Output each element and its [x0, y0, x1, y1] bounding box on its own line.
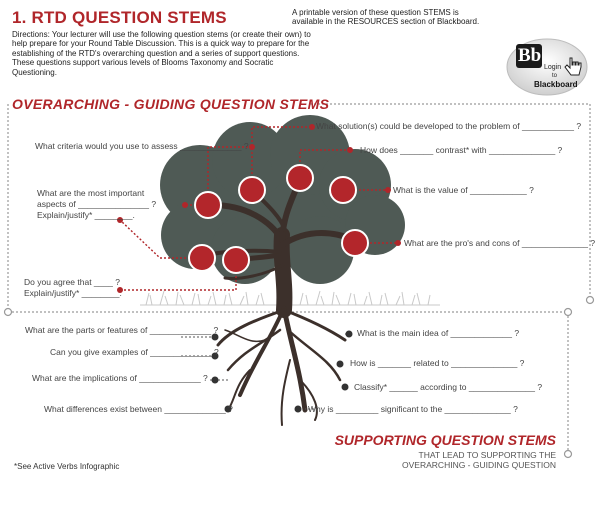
- supporting-sub-line-1: THAT LEAD TO SUPPORTING THE: [418, 450, 556, 460]
- login-label: Login: [544, 64, 562, 71]
- question-agree-line-1: Do you agree that ____ ?: [24, 277, 120, 287]
- question-important-aspects: [37, 188, 187, 221]
- question-implications: What are the implications of _____________ ?: [32, 373, 208, 383]
- to-label: to: [552, 73, 558, 79]
- blackboard-label: Blackboard: [534, 80, 578, 89]
- supporting-subheading: [402, 450, 556, 470]
- footnote: *See Active Verbs Infographic: [14, 462, 120, 471]
- question-classify: Classify* ______ according to ______________ ?: [354, 382, 543, 392]
- directions-paragraph-2: These questions support various levels of Blooms Taxonomy and Socratic Questioning.: [12, 58, 274, 77]
- question-pros-cons: What are the pro's and cons of ______________ ?: [404, 238, 596, 248]
- question-agree-line-2: Explain/justify* ________.: [24, 288, 122, 298]
- supporting-sub-line-2: OVERARCHING - GUIDING QUESTION: [402, 460, 556, 470]
- directions-paragraph: Directions: Your lecturer will use the following question stems (or create their own) to help prepare for your Round Table Discussion. This is a quick way to prepare for the establishing of the RTD's overarching question and a series of support questions.: [12, 30, 311, 58]
- page-title: 1. RTD QUESTION STEMS: [12, 8, 227, 27]
- question-how-is: How is _______ related to ______________ ?: [350, 358, 525, 368]
- question-important-line-3: Explain/justify* ________.: [37, 210, 135, 220]
- question-examples: Can you give examples of _____________ ?: [50, 347, 219, 357]
- question-important-line-2: aspects of _______________ ?: [37, 199, 157, 209]
- directions-text: [12, 30, 312, 77]
- question-differences: What differences exist between _____________ ?: [44, 404, 233, 414]
- blackboard-login-button[interactable]: [506, 38, 588, 96]
- question-solution: What solution(s) could be developed to the problem of ___________ ?: [316, 121, 582, 131]
- question-parts: What are the parts or features of _____________ ?: [25, 325, 219, 335]
- question-main-idea: What is the main idea of _____________ ?: [357, 328, 520, 338]
- overarching-heading: OVERARCHING - GUIDING QUESTION STEMS: [12, 96, 330, 112]
- question-important-line-1: What are the most important: [37, 188, 145, 198]
- question-why-is: Why is _________ significant to the ______________ ?: [308, 404, 518, 414]
- supporting-heading: SUPPORTING QUESTION STEMS: [334, 432, 556, 448]
- question-criteria: What criteria would you use to assess _____________ ?: [35, 141, 249, 151]
- pointer-hand-icon: [564, 56, 582, 78]
- question-value: What is the value of ____________ ?: [393, 185, 534, 195]
- question-agree: [24, 277, 144, 299]
- blackboard-logo: Bb: [518, 45, 542, 66]
- printable-note: A printable version of these question STEMS is available in the RESOURCES section of Blackboard.: [292, 8, 480, 27]
- question-contrast: How does _______ contrast* with ______________ ?: [360, 145, 563, 155]
